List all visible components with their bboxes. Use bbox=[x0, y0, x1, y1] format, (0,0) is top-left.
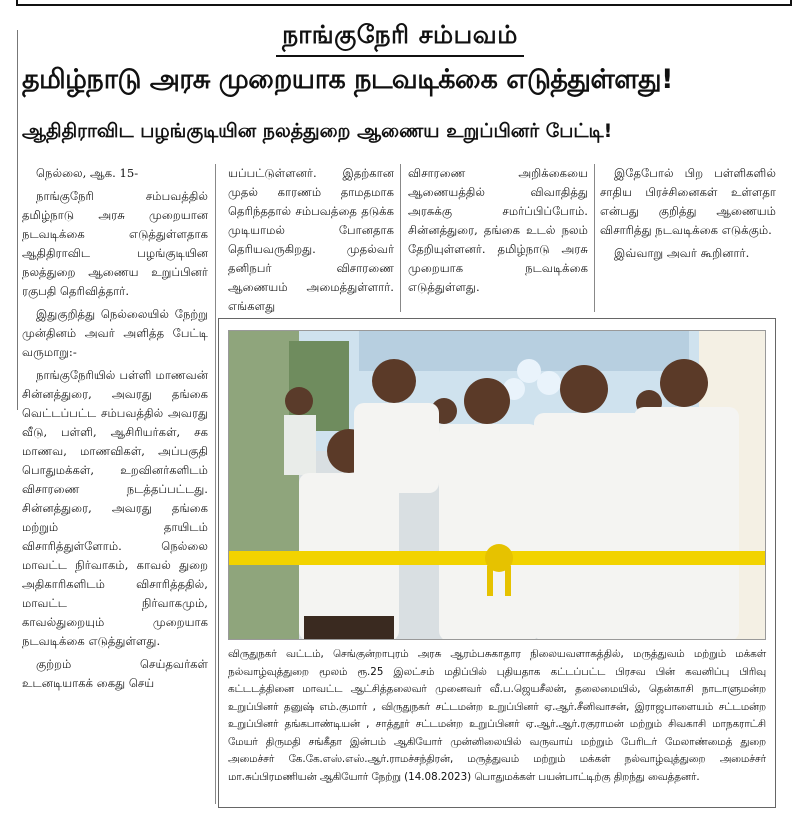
paragraph: இதேபோல் பிற பள்ளிகளில் சாதிய பிரச்சினைகள் உள்ளதா என்பது குறித்து ஆணையம் விசாரித்து நடவடிக்கை எடுக்கும். bbox=[600, 166, 776, 237]
kicker-title: நாங்குநேரி சம்பவம் bbox=[276, 20, 524, 57]
paragraph: நாங்குநேரியில் பள்ளி மாணவன் சின்னத்துரை, அவரது தங்கை வெட்டப்பட்ட சம்பவத்தில் அவரது வீடு, பள்ளி, ஆசிரியர்கள், சக மாணவ, மாணவிகள், அப்பகுதி பொதுமக்கள், உறவினர்களிடம் விசாரணை நடத்தப்பட்டது. சின்னத்துரை, அவரது தங்கை மற்றும் தாயிடம் விசாரித்துள்ளோம். நெல்லை மாவட்ட நிர்வாகம், காவல் துறை அதிகாரிகளிடம் விசாரித்ததில், மாவட்ட நிர்வாகமும், காவல்துறையும் முறையாக நடவடிக்கை எடுத்துள்ளது. bbox=[22, 368, 208, 648]
column-divider bbox=[215, 164, 216, 804]
photo-caption: விருதுநகர் வட்டம், செங்குன்றாபுரம் அரசு ஆரம்பசுகாதார நிலையவளாகத்தில், மருத்துவம் மற்றும் மக்கள் நல்வாழ்வுத்துறை மூலம் ரூ.25 இலட்சம் மதிப்பில் புதியதாக கட்டப்பட்ட பிரசவ பின் கவனிப்பு பிரிவு கட்டடத்தினை மாவட்ட ஆட்சித்தலைவர் முனைவர் வீ.ப.ஜெயசீலன், தலைமையில், தென்காசி நாடாளுமன்ற உறுப்பினர் தனுஷ் எம்.குமார் , விருதுநகர் சட்டமன்ற உறுப்பினர் ஏ.ஆர்.சீனிவாசன், இராஜபாளையம் சட்டமன்ற உறுப்பினர் தங்கபாண்டியன் , சாத்தூர் சட்டமன்ற உறுப்பினர் ஏ.ஆர்.ஆர்.ரகுராமன் மற்றும் சிவகாசி மாநகராட்சி மேயர் திருமதி சங்கீதா இன்பம் ஆகியோர் முன்னிலையில் வருவாய் மற்றும் பேரிடர் மேலாண்மைத் துறை அமைச்சர் கே.கே.எஸ்.எஸ்.ஆர்.ராமச்சந்திரன், மருத்துவம் மற்றும் மக்கள் நல்வாழ்வுத்துறை அமைச்சர் மா.சுப்பிரமணியன் ஆகியோர் நேற்று (14.08.2023) பொதுமக்கள் பயன்பாட்டிற்கு திறந்து வைத்தனர். bbox=[228, 648, 766, 783]
column-divider bbox=[400, 164, 401, 312]
subheadline: ஆதிதிராவிட பழங்குடியின நலத்துறை ஆணைய உறுப்பினர் பேட்டி! bbox=[22, 120, 613, 142]
paragraph: நாங்குநேரி சம்பவத்தில் தமிழ்நாடு அரசு முறையான நடவடிக்கை எடுத்துள்ளதாக ஆதிதிராவிட பழங்குடியின நலத்துறை ஆணைய உறுப்பினர் ரகுபதி தெரிவித்தார். bbox=[22, 189, 208, 298]
article-column-4 bbox=[600, 164, 776, 267]
ribbon-cutting-photo bbox=[228, 330, 766, 640]
paragraph: யப்பட்டுள்ளனர். இதற்கான முதல் காரணம் தாமதமாக தெரிந்ததால் சம்பவத்தை தடுக்க முடியாமல் போனதாக தெரியவருகிறது. முதல்வர் தனிநபர் விசாரணை ஆணையம் அமைத்துள்ளார். எங்களது bbox=[228, 166, 394, 313]
column-divider bbox=[594, 164, 595, 312]
paragraph: குற்றம் செய்தவர்கள் உடனடியாகக் கைது செய் bbox=[22, 657, 208, 690]
photo-illustration bbox=[229, 331, 766, 640]
headline: தமிழ்நாடு அரசு முறையாக நடவடிக்கை எடுத்துள்ளது! bbox=[22, 64, 673, 95]
top-border bbox=[16, 0, 792, 6]
paragraph: இவ்வாறு அவர் கூறினார். bbox=[614, 246, 750, 260]
dateline: நெல்லை, ஆக. 15- bbox=[36, 166, 139, 180]
kicker-wrapper bbox=[0, 20, 800, 57]
article-column-2 bbox=[228, 164, 394, 320]
article-column-1 bbox=[22, 164, 208, 697]
adjacent-column-edge bbox=[0, 30, 18, 410]
article-column-3 bbox=[408, 164, 588, 301]
paragraph: இதுகுறித்து நெல்லையில் நேற்று முன்தினம் அவர் அளித்த பேட்டி வருமாறு:- bbox=[22, 307, 208, 359]
paragraph: விசாரணை அறிக்கையை ஆணையத்தில் விவாதித்து அரசுக்கு சமர்ப்பிப்போம். சின்னத்துரை, தங்கை உடல் நலம் தேறியுள்ளனர். தமிழ்நாடு அரசு முறையாக நடவடிக்கை எடுத்துள்ளது. bbox=[408, 166, 588, 294]
